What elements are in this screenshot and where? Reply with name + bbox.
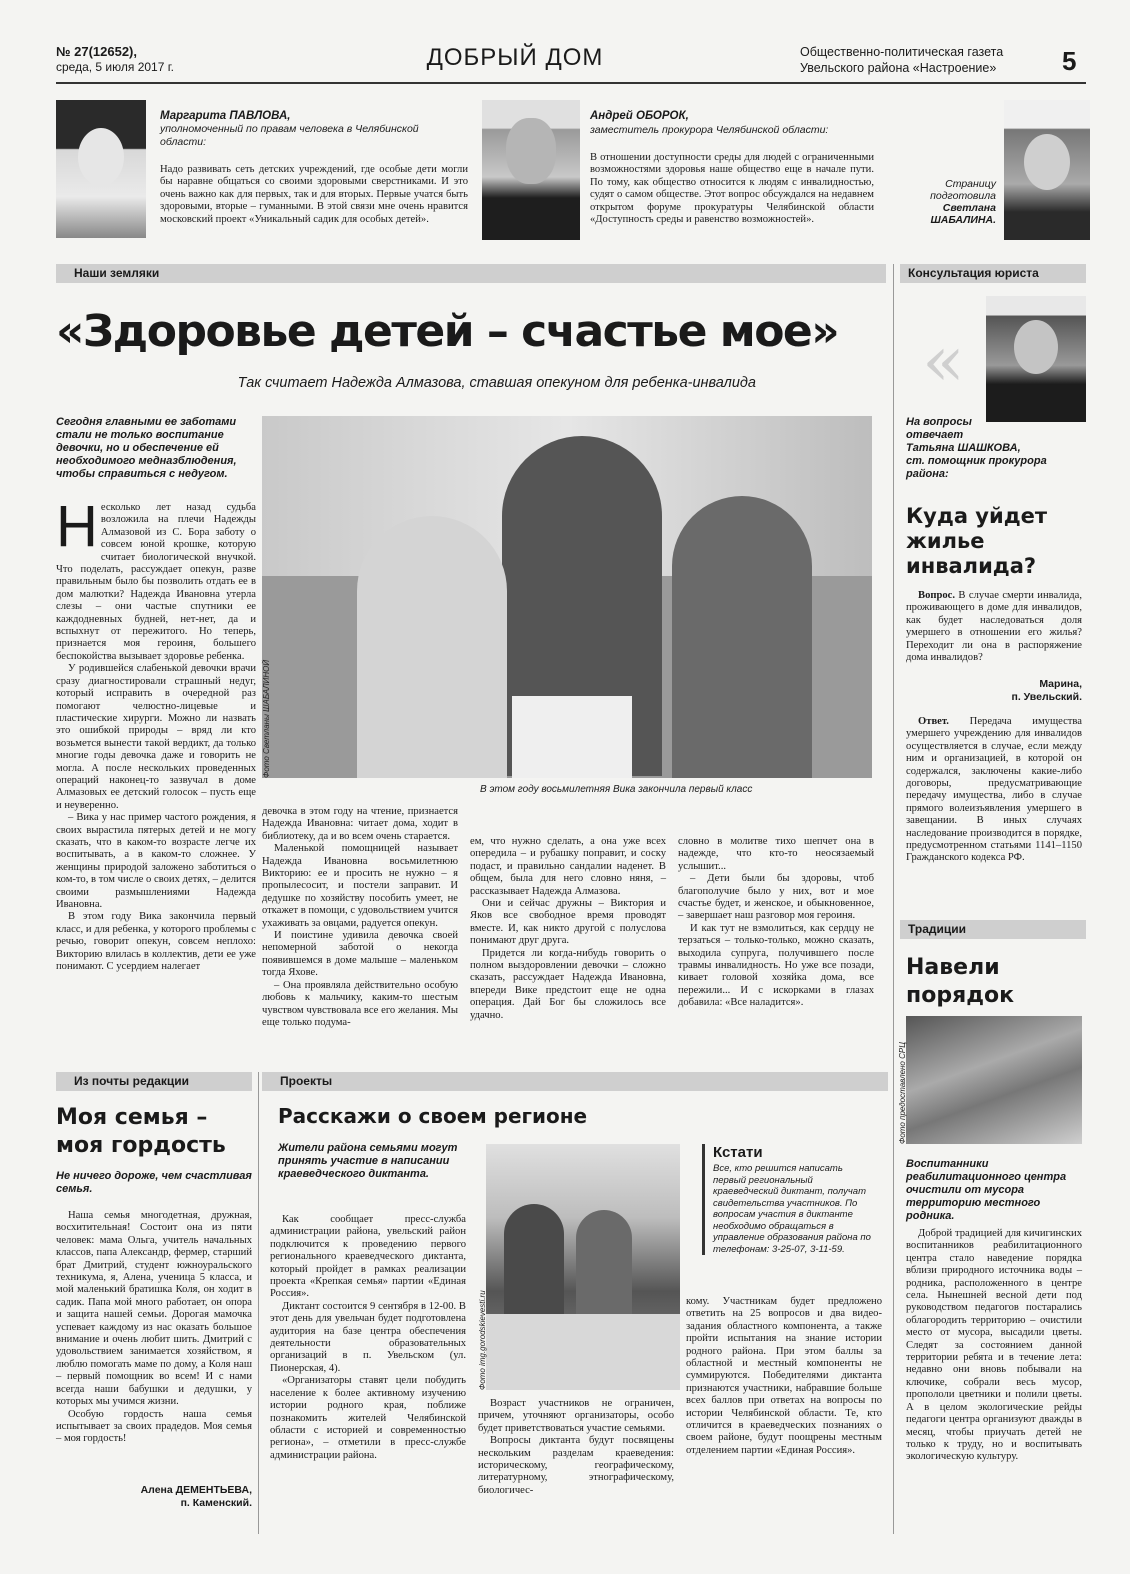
consult-headline-l1: Куда уйдет: [906, 504, 1048, 528]
traditions-photo: [906, 1016, 1082, 1144]
rubric-region: Проекты: [262, 1072, 888, 1091]
paragraph: – Она проявляла действительно особую любовь к мальчику, каким-то шестым чувством чувствовала все его желания. Мы еще только подума-: [262, 979, 458, 1028]
paragraph: Маленькой помощницей называет Надежда Ивановна восьмилетнюю Викторию: ее и просить не нужно – я пропылесосит, и постели заправит. И дедушке по хозяйству пособить умеет, не откажет в помощи, с удовольствием учится ухаживать за овцами, радуется опекун.: [262, 843, 458, 929]
paragraph: ем, что нужно сделать, а она уже всех опередила – и рубашку поправит, и соску подаст, и правильно сандалии наденет. В общем, была для него словно няня, – рассказывает Надежда Алмазова.: [470, 836, 666, 897]
paragraph: Придется ли когда-нибудь говорить о полном выздоровлении девочки – сложно сказать, рассуждает Надежда Ивановна, впереди Вике предстоит еще не одна операция. Дай Бог бы сложилось все удачно.: [470, 947, 666, 1021]
paragraph: – Вика у нас пример частого рождения, я своих вырастила пятерых детей и не могу сказать, что в каком-то возрасте легче их воспитывать, а в каком-то сложнее. У женщины природой заложено заботиться о ком-то, в том числе о своих детях, – делится своими размышлениями Надежда Ивановна.: [56, 812, 256, 910]
quote-mark-icon: «: [922, 320, 965, 402]
kstati-box: [702, 1144, 878, 1255]
paragraph: [906, 716, 1082, 865]
issue-date: среда, 5 июля 2017 г.: [56, 60, 174, 74]
portrait-face: [1024, 134, 1070, 190]
portrait-face: [506, 118, 556, 184]
page-credit-l2: подготовила: [930, 190, 996, 202]
family-lead: Не ничего дороже, чем счастливая семья.: [56, 1170, 252, 1195]
region-headline: Расскажи о своем регионе: [278, 1104, 588, 1128]
paragraph: У родившейся слабенькой девочки врачи сразу диагностировали страшный недуг, который исправить в очередной раз помогают челюстно-лицевые и пластические хирурги. Можно ли назвать это ошибкой природы – вряд ли кто возьмется вынести такой вердикт, да только многие годы девочка даже и говорить не могла. А после нескольких проведенных операций наконец-то зазвучал в доме Алмазовых ее детский голосок – пусть еще и неуверенно.: [56, 663, 256, 811]
portrait-shabalina: [1004, 100, 1090, 240]
photo-person: [504, 1204, 564, 1314]
main-col1: [56, 494, 256, 973]
main-photo-credit: Фото Светланы ШАБАЛИНОЙ: [262, 659, 271, 778]
answer-label: Ответ.: [918, 716, 949, 727]
region-photo: [486, 1144, 680, 1390]
paragraph: Возраст участников не ограничен, причем, уточняют организаторы, особо будет приветствоваться участие семьями.: [478, 1398, 674, 1434]
rubric-consult: Консультация юриста: [900, 264, 1086, 283]
consult-headline-l2: жилье: [906, 529, 985, 553]
column-divider: [258, 1072, 259, 1534]
consult-answer: [906, 716, 1082, 865]
photo-boy: [672, 496, 812, 778]
main-lead: Сегодня главными ее заботами стали не только воспитание девочки, но и обеспечение ей необходимого медназблюдения, чтобы справиться с недугом.: [56, 416, 237, 480]
kstati-title: Кстати: [713, 1144, 763, 1161]
consult-intro-l4: ст. помощник прокурора: [906, 455, 1047, 467]
family-headline-l1: Моя семья –: [56, 1105, 208, 1130]
family-signature: [56, 1484, 252, 1509]
answer-text: Передача имущества умершего учреждению для инвалидов осуществляется в случае, если между ним и организацией, в которой он содержался, заключены какие-либо договоры, предусматривающие передачу имущества, либо в случае прямого волеизъявления умершего в завещании. В иных случаях наследование производится в порядке, предусмотренном статьями 1141–1150 Гражданского кодекса РФ.: [906, 716, 1082, 864]
family-headline: [56, 1104, 226, 1160]
traditions-headline: [906, 954, 1014, 1010]
paragraph: словно в молитве тихо шепчет она в надежде, что кто-то неосязаемый услышит...: [678, 836, 874, 872]
quote2-text: В отношении доступности среды для людей с ограниченными возможностями здоровья наше общество еще в начале пути. По тому, как общество относится к людям с инвалидностью, судят о самом обществе. Этот вопрос обсуждался на недавнем открытом форуме прокуратуры Челябинской области «Доступность среды и равенство возможностей».: [590, 152, 874, 226]
paragraph: – Дети были бы здоровы, чтоб благополучие было у них, вот и мое счастье будет, и женское, и обыкновенное, – завершает наш разговор моя героиня.: [678, 873, 874, 922]
traditions-headline-l2: порядок: [906, 983, 1015, 1008]
consult-intro: [906, 416, 1086, 481]
main-headline: «Здоровье детей – счастье мое»: [56, 306, 839, 357]
main-col2: [262, 806, 458, 1029]
main-photo-caption: В этом году восьмилетняя Вика закончила первый класс: [480, 784, 753, 795]
photo-girl: [357, 516, 507, 778]
paragraph: Вопросы диктанта будут посвящены нескольким разделам краеведения: историческому, географическому, литературному, этнографическому, биологичес-: [478, 1435, 674, 1496]
region-lead: Жители района семьями могут принять участие в написании краеведческого диктанта.: [278, 1142, 458, 1180]
family-headline-l2: моя гордость: [56, 1133, 226, 1158]
consult-signature-l1: Марина,: [1039, 678, 1082, 690]
paragraph: [906, 590, 1082, 664]
consult-signature-l2: п. Увельский.: [1011, 690, 1082, 703]
consult-headline: [906, 504, 1047, 579]
portrait-face: [1014, 320, 1058, 374]
paragraph: девочка в этом году на чтение, признается Надежда Ивановна: читает дома, ходит в библиотеку, да и во всем очень старается.: [262, 806, 458, 842]
portrait-shashkova: [986, 296, 1086, 422]
family-signature-l2: п. Каменский.: [180, 1496, 252, 1509]
quote2-name: Андрей ОБОРОК,: [590, 110, 689, 122]
consult-signature: [906, 678, 1082, 703]
paragraph: Как сообщает пресс-служба администрации района, увельский район подключится к проведению первого регионального краеведческого диктанта, который пройдет в рамках реализации проекта «Крепкая семья» партии «Единая Россия».: [270, 1214, 466, 1300]
kstati-text: Все, кто решится написать первый региональный краеведческий диктант, получат свидетельства участников. По вопросам участия в диктанте необходимо обращаться в управление образования района по телефонам: 3-25-07, 3-11-59.: [713, 1163, 871, 1255]
portrait-face: [78, 128, 124, 186]
consult-intro-l1: На вопросы: [906, 416, 972, 428]
paragraph: Диктант состоится 9 сентября в 12-00. В этот день для увельчан будет подготовлена аудитория на базе центра обеспечения деятельности образовательных организаций в п. Увельском (ул. Пионерская, 4).: [270, 1300, 466, 1374]
main-col4: [678, 836, 874, 1010]
photo-pillow: [512, 696, 632, 778]
consult-headline-l3: инвалида?: [906, 554, 1037, 578]
page-credit-l4: ШАБАЛИНА.: [930, 214, 996, 226]
paragraph: В этом году Вика закончила первый класс, и для ребенка, у которого проблемы с речью, говорит опекун, совсем неплохо: Викторию влилась в коллектив, дети ее уже понимают. С усердием налегает: [56, 911, 256, 973]
paragraph: кому. Участникам будет предложено ответить на 25 вопросов и два видео-задания областного компонента, а также пройти испытания на знание истории родного района. При этом баллы за областной и местный компоненты не суммируются. Победителями диктанта признаются участники, набравшие больше всех баллов при ответах на вопросы по истории Челябинской области. Те, кто отличится в краеведческих познаниях о своем районе, будут поощрены местным отделением партии «Единая Россия».: [686, 1296, 882, 1456]
photo-person: [576, 1210, 632, 1314]
paragraph: «Организаторы ставят цели побудить население к более активному изучению истории родного края, поближе познакомить жителей Челябинской области с историей и современностью региона», – отметили в пресс-службе администрации района.: [270, 1375, 466, 1461]
paper-name-line1: Общественно-политическая газета: [800, 45, 1004, 59]
portrait-oborok: [482, 100, 580, 240]
issue-number: № 27(12652),: [56, 44, 137, 59]
rubric-family: Из почты редакции: [56, 1072, 252, 1091]
page-credit-l1: Страницу: [945, 178, 996, 190]
section-title: ДОБРЫЙ ДОМ: [426, 44, 604, 71]
traditions-lead: Воспитанники реабилитационного центра очистили от мусора территорию местного родника.: [906, 1158, 1067, 1222]
paper-name-line2: Увельского района «Настроение»: [800, 61, 997, 75]
photo-table: [486, 1314, 680, 1390]
family-signature-l1: Алена ДЕМЕНТЬЕВА,: [140, 1484, 252, 1496]
quote1-role: уполномоченный по правам человека в Челябинской области:: [160, 123, 419, 148]
consult-intro-l5: района:: [906, 468, 949, 480]
portrait-pavlova: [56, 100, 146, 238]
column-divider: [893, 264, 894, 1534]
quote1-text: Надо развивать сеть детских учреждений, где особые дети могли бы наравне общаться со своими здоровыми сверстниками. И это очень важно как для первых, так и для вторых. Первые учатся быть здоровыми, вторые – гуманными. В этой связи мне очень нравится московский проект «Уникальный садик для особых детей».: [160, 164, 468, 225]
region-col1: [270, 1214, 466, 1462]
question-text: В случае смерти инвалида, проживающего в доме для инвалидов, как будет наследоваться доля умершего в отношении его жилья? Переходит ли она в распоряжение дома инвалидов?: [906, 590, 1082, 664]
main-subhead: Так считает Надежда Алмазова, ставшая опекуном для ребенка-инвалида: [237, 375, 756, 391]
page-credit-l3: Светлана: [942, 202, 996, 214]
paragraph: Они и сейчас дружны – Виктория и Яков все свободное время проводят вместе. И, как никто другой с полуслова понимают друг друга.: [470, 898, 666, 947]
quote2-role: заместитель прокурора Челябинской области:: [590, 124, 829, 136]
consult-question: [906, 590, 1082, 664]
page-number: 5: [1062, 46, 1077, 76]
paragraph: И как тут не взмолиться, как сердцу не терзаться – только-только, можно сказать, выходила супруга, получившего после травмы инвалидность. Но уже все позади, кивает головой хозяйка дома, все пережили... И с искорками в глазах добавила: «Все наладится».: [678, 922, 874, 1009]
question-label: Вопрос.: [918, 590, 956, 601]
paragraph: И поистине удивила девочка своей непомерной заботой о некогда появившемся в доме малыше – маленьком тогда Яхове.: [262, 930, 458, 979]
consult-intro-l3: Татьяна ШАШКОВА,: [906, 442, 1021, 454]
region-col3: [686, 1296, 882, 1457]
main-photo: [262, 416, 872, 778]
header-rule: [56, 82, 1086, 84]
page-credit: [898, 178, 996, 226]
paragraph: Особую гордость наша семья испытывает за своих прадедов. Моя семья – моя гордость!: [56, 1408, 252, 1445]
region-col2: [478, 1398, 674, 1497]
traditions-body: [906, 1228, 1082, 1464]
consult-intro-l2: отвечает: [906, 429, 964, 441]
traditions-photo-credit: Фото предоставлено СРЦ: [898, 1041, 907, 1144]
rubric-traditions: Традиции: [900, 920, 1086, 939]
region-photo-credit: Фото img.gorodskievesti.ru: [478, 1290, 487, 1390]
quote1-name: Маргарита ПАВЛОВА,: [160, 110, 291, 122]
paragraph: Доброй традицией для кичигинских воспитанников реабилитационного центра стало наведение порядка вблизи природного источника воды – родника, расположенного в центре села. Нынешней весной дети под руководством педагогов постарались облагородить территорию – очистили место от мусора, высадили цветы. Следят за состоянием данной территории ребята и в течение лета: недавно они вновь побывали на ключике, собрали весь мусор, пропололи цветники и полили цветы. А в целом экологические рейды педагоги центра организуют дважды в месяц, чтобы приучать детей не только к труду, но и воспитывать экологическую культуру.: [906, 1228, 1082, 1463]
family-body: [56, 1210, 252, 1446]
dropcap: Н: [56, 494, 98, 559]
rubric-main: Наши земляки: [56, 264, 886, 283]
paragraph: есколько лет назад судьба возложила на плечи Надежды Алмазовой из С. Бора заботу о совсем юной крошке, которую считает биологической внучкой. Что поделать, рассуждает опекун, разве правильным было бы позволить отдать ее в дом малютки? Надежда Ивановна утерла слезы – они частые спутники ее каждодневных будней, нет-нет, да и вспыхнут от пережитого. Но теперь, признается моя героиня, большего беспокойства вызывает здоровье ребенка.: [56, 502, 256, 662]
main-col3: [470, 836, 666, 1022]
traditions-headline-l1: Навели: [906, 955, 1000, 980]
paragraph: Наша семья многодетная, дружная, восхитительная! Состоит она из пяти человек: мама Ольга, учитель начальных классов, папа Александр, фермер, старший брат Дмитрий, студент южноуральского техникума, я, Алена, ученица 5 класса, и мой маленький братишка Коля, он ходит в садик. Папа мой много работает, он опора и защита нашей семьи. Дорогая мамочка успевает каждому из нас оказать большое внимание и очень любит шить. Дмитрий с удовольствием занимается хозяйством, я люблю помогать маме по дому, а Коля наш – первый помощник во всем! И с нами всегда наши бабушки и дедушки, у которых мы учимся жизни.: [56, 1210, 252, 1408]
